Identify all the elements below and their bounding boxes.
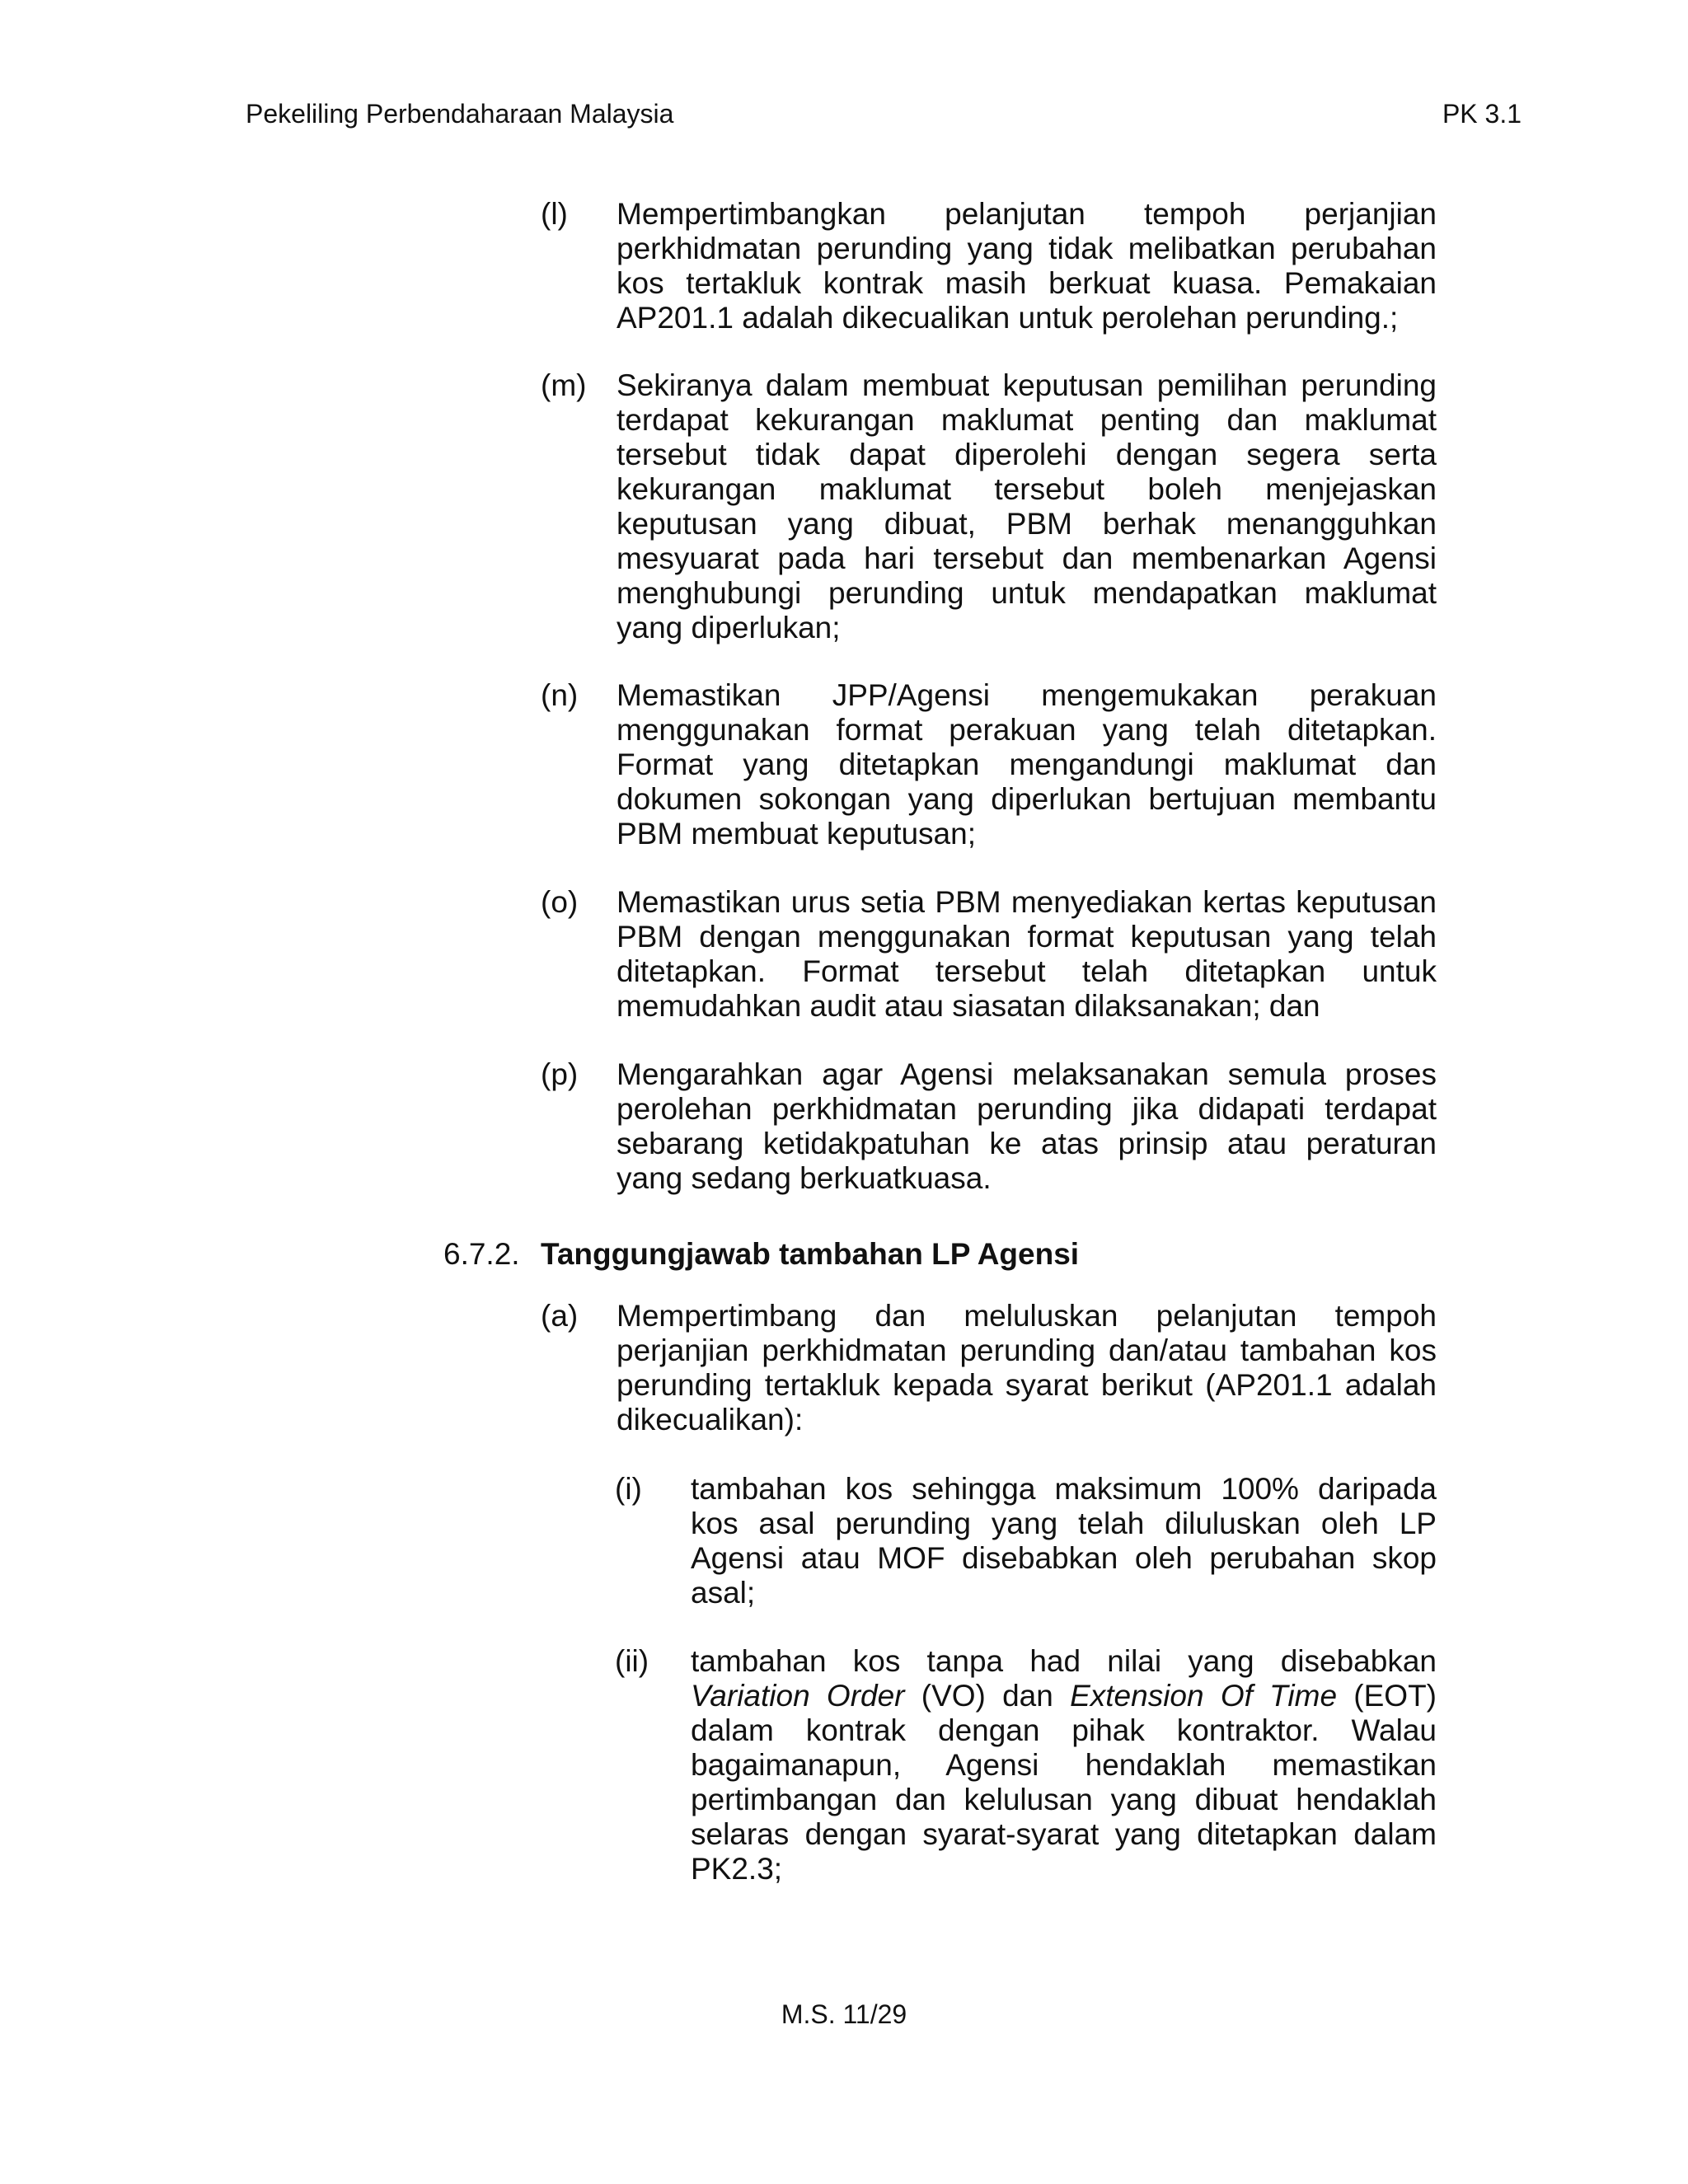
list-item-text: Memastikan JPP/Agensi mengemukakan perakuan menggunakan format perakuan yang telah ditetapkan. Format yang ditetapkan mengandungi maklumat dan dokumen sokongan yang diperlukan bertujuan membantu PBM membuat keputusan; [617, 678, 1437, 851]
list-marker: (m) [541, 368, 587, 402]
italic-term: Variation Order [691, 1679, 905, 1713]
list-marker: (i) [615, 1472, 642, 1506]
list-item-m [541, 368, 1437, 645]
list-item-text: tambahan kos sehingga maksimum 100% daripada kos asal perunding yang telah diluluskan oleh LP Agensi atau MOF disebabkan oleh perubahan skop asal; [691, 1472, 1437, 1610]
sub-list-item-i [615, 1472, 1437, 1610]
section-number: 6.7.2. [443, 1237, 520, 1271]
list-item-o [541, 885, 1437, 1024]
list-marker: (l) [541, 197, 568, 231]
list-item-text: Mempertimbang dan meluluskan pelanjutan tempoh perjanjian perkhidmatan perunding dan/atau tambahan kos perunding tertakluk kepada syarat berikut (AP201.1 adalah dikecualikan): [617, 1299, 1437, 1436]
list-item-a [541, 1299, 1437, 1437]
list-marker: (ii) [615, 1644, 649, 1678]
page-number: M.S. 11/29 [781, 1999, 907, 2029]
list-item-text: Memastikan urus setia PBM menyediakan kertas keputusan PBM dengan menggunakan format keputusan yang telah ditetapkan. Format tersebut telah ditetapkan untuk memudahkan audit atau siasatan dilaksanakan; dan [617, 885, 1437, 1023]
sub-list-item-ii [615, 1644, 1437, 1886]
list-marker: (n) [541, 678, 579, 712]
text-segment: (VO) dan [904, 1679, 1071, 1713]
list-item-text: Sekiranya dalam membuat keputusan pemilihan perunding terdapat kekurangan maklumat penting dan maklumat tersebut tidak dapat diperolehi dengan segera serta kekurangan maklumat tersebut boleh menjejaskan keputusan yang dibuat, PBM berhak menangguhkan mesyuarat pada hari tersebut dan membenarkan Agensi menghubungi perunding untuk mendapatkan maklumat yang diperlukan; [617, 368, 1437, 644]
list-item-text: Mempertimbangkan pelanjutan tempoh perjanjian perkhidmatan perunding yang tidak melibatkan perubahan kos tertakluk kontrak masih berkuat kuasa. Pemakaian AP201.1 adalah dikecualikan untuk perolehan perunding.; [617, 197, 1437, 335]
list-item-text: Mengarahkan agar Agensi melaksanakan semula proses perolehan perkhidmatan perunding jika didapati terdapat sebarang ketidakpatuhan ke atas prinsip atau peraturan yang sedang berkuatkuasa. [617, 1057, 1437, 1195]
list-item-p [541, 1057, 1437, 1196]
list-marker: (o) [541, 885, 579, 919]
header-title: Pekeliling Perbendaharaan Malaysia [246, 99, 674, 129]
header-doc-code: PK 3.1 [1442, 99, 1522, 129]
list-marker: (p) [541, 1057, 579, 1091]
list-item-n [541, 678, 1437, 851]
italic-term: Extension Of Time [1070, 1679, 1338, 1713]
text-segment: (EOT) dalam kontrak dengan pihak kontraktor. Walau bagaimanapun, Agensi hendaklah memastikan pertimbangan dan kelulusan yang dibuat hendaklah selaras dengan syarat-syarat yang ditetapkan dalam PK2.3; [691, 1679, 1437, 1886]
section-title: Tanggungjawab tambahan LP Agensi [541, 1237, 1080, 1271]
list-item-text [691, 1644, 1437, 1886]
text-segment: tambahan kos tanpa had nilai yang disebabkan [691, 1644, 1437, 1678]
list-marker: (a) [541, 1299, 579, 1333]
list-item-l [541, 197, 1437, 335]
